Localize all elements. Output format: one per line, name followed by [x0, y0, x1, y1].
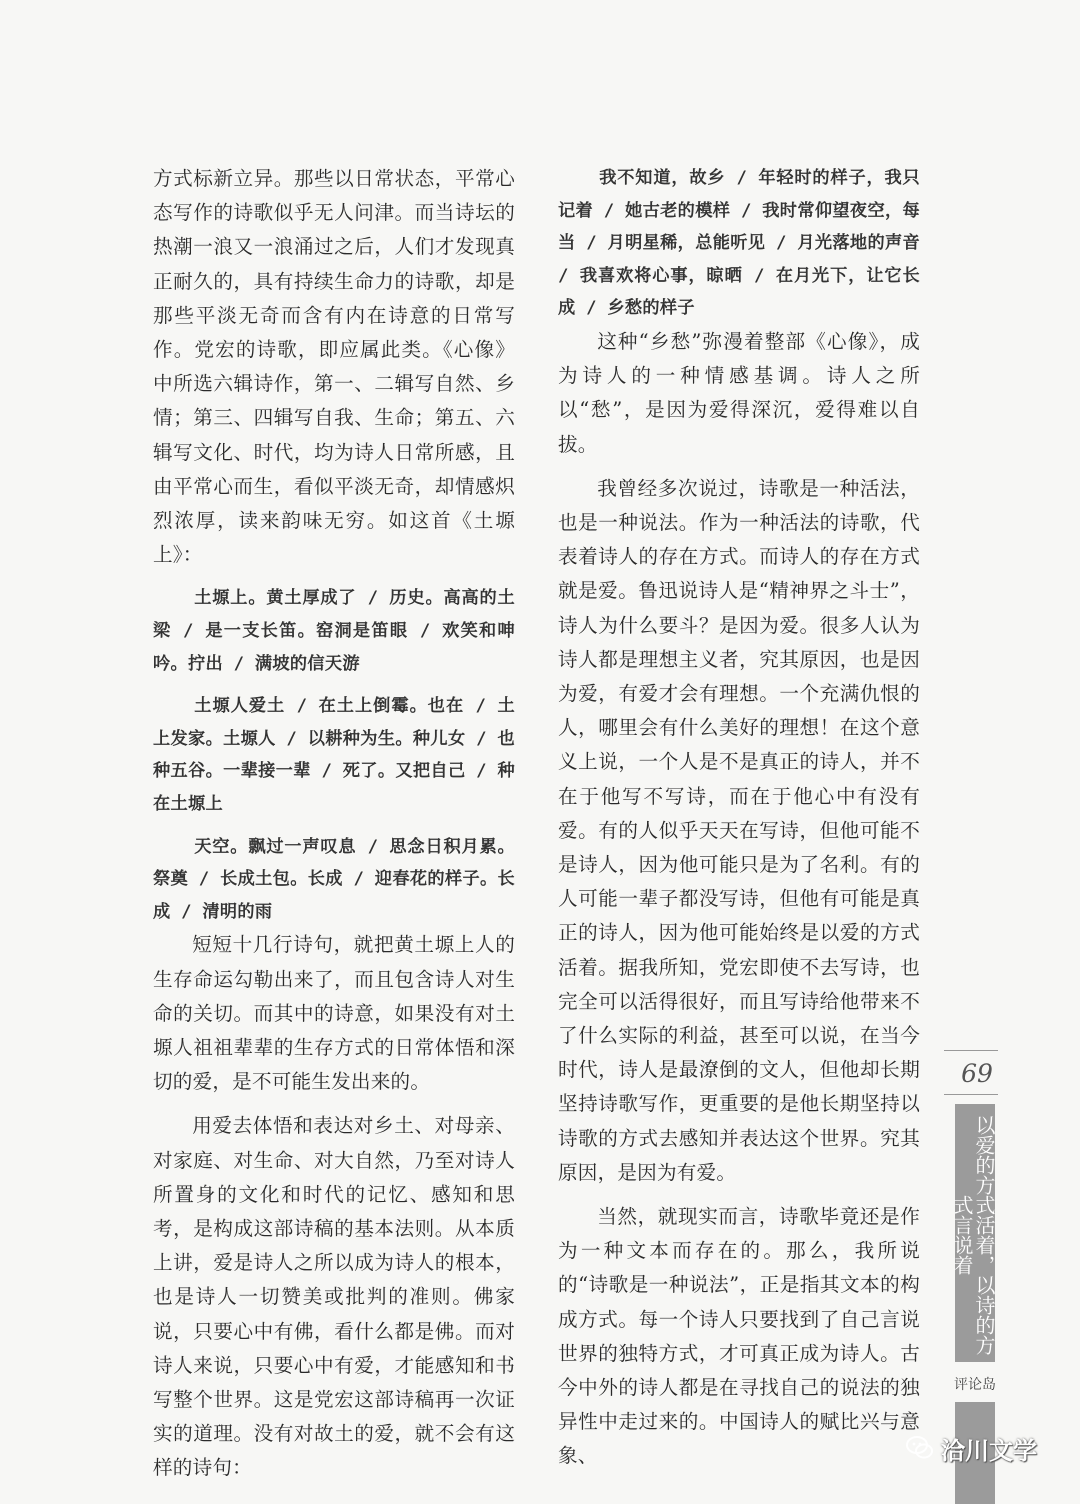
right-column [558, 162, 920, 1474]
running-title: 以爱的方式活着，以诗的方式言说着 [950, 1115, 996, 1355]
paragraph: 我曾经多次说过，诗歌是一种活法，也是一种说法。作为一种活法的诗歌，代表着诗人的存在方式。而诗人的存在方式就是爱。鲁迅说诗人是“精神界之斗士”，诗人为什么要斗？是因为爱。很多人认为诗人都是理想主义者，究其原因，也是因为爱，有爱才会有理想。一个充满仇恨的人，哪里会有什么美好的理想！在这个意义上说，一个人是不是真正的诗人，并不在于他写不写诗，而在于他心中有没有爱。有的人似乎天天在写诗，但他可能不是诗人，因为他可能只是为了名利。有的人可能一辈子都没写诗，但他有可能是真正的诗人，因为他可能始终是以爱的方式活着。据我所知，党宏即使不去写诗，也完全可以活得很好，而且写诗给他带来不了什么实际的利益，甚至可以说，在当今时代，诗人是最潦倒的文人，但他却长期坚持诗歌写作，更重要的是他长期坚持以诗歌的方式去感知并表达这个世界。究其原因，是因为有爱。 [558, 476, 920, 1184]
watermark [905, 1428, 1037, 1468]
paragraph: 当然，就现实而言，诗歌毕竟还是作为一种文本而存在的。那么，我所说的“诗歌是一种说法”，正是指其文本的构成方式。每一个诗人只要找到了自己言说世界的独特方式，才可真正成为诗人。古今中外的诗人都是在寻找自己的说法的独异性中走过来的。中国诗人的赋比兴与意象、 [558, 1205, 920, 1468]
paragraph: 短短十几行诗句，就把黄土塬上人的生存命运勾勒出来了，而且包含诗人对生命的关切。而其中的诗意，如果没有对土塬人祖祖辈辈的生存方式的日常体悟和深切的爱，是不可能生发出来的。 [153, 933, 515, 1094]
wechat-icon [905, 1433, 935, 1463]
page-number: 69 [961, 1059, 993, 1088]
watermark-text: 洽川文学 [941, 1436, 1037, 1465]
poem-stanza: 我不知道，故乡 / 年轻时的样子，我只记着 / 她古老的模样 / 我时常仰望夜空，每当 / 月明星稀，总能听见 / 月光落地的声音 / 我喜欢将心事，晾晒 / 在月光下，让它长成 / 乡愁的样子 [558, 168, 920, 319]
left-column [153, 162, 515, 1486]
poem-stanza: 土塬人爱土 / 在土上倒霉。也在 / 土上发家。土塬人 / 以耕种为生。种儿女 / 也种五谷。一辈接一辈 / 死了。又把自己 / 种在土塬上 [153, 696, 515, 814]
paragraph: 方式标新立异。那些以日常状态，平常心态写作的诗歌似乎无人问津。而当诗坛的热潮一浪又一浪涌过之后，人们才发现真正耐久的，具有持续生命力的诗歌，却是那些平淡无奇而含有内在诗意的日常写作。党宏的诗歌，即应属此类。《心像》中所选六辑诗作，第一、二辑写自然、乡情；第三、四辑写自我、生命；第五、六辑写文化、时代，均为诗人日常所感，且由平常心而生，看似平淡无奇，却情感炽烈浓厚，读来韵味无穷。如这首《土塬上》： [153, 167, 515, 567]
paragraph: 这种“乡愁”弥漫着整部《心像》，成为诗人的一种情感基调。诗人之所以“愁”，是因为爱得深沉，爱得难以自拔。 [558, 329, 920, 456]
section-label: 评论岛 [954, 1377, 996, 1393]
paragraph: 用爱去体悟和表达对乡土、对母亲、对家庭、对生命、对大自然，乃至对诗人所置身的文化和时代的记忆、感知和思考，是构成这部诗稿的基本法则。从本质上讲，爱是诗人之所以成为诗人的根本，也是诗人一切赞美或批判的准则。佛家说，只要心中有佛，看什么都是佛。而对诗人来说，只要心中有爱，才能感知和书写整个世界。这是党宏这部诗稿再一次证实的道理。没有对故土的爱，就不会有这样的诗句： [153, 1114, 515, 1480]
poem-stanza: 土塬上。黄土厚成了 / 历史。高高的土梁 / 是一支长笛。窑洞是笛眼 / 欢笑和呻吟。拧出 / 满坡的信天游 [153, 588, 515, 674]
poem-stanza: 天空。飘过一声叹息 / 思念日积月累。祭奠 / 长成土包。长成 / 迎春花的样子。长成 / 清明的雨 [153, 836, 515, 922]
sidebar-rule-bottom [944, 1094, 998, 1095]
sidebar-rule-top [944, 1050, 998, 1051]
